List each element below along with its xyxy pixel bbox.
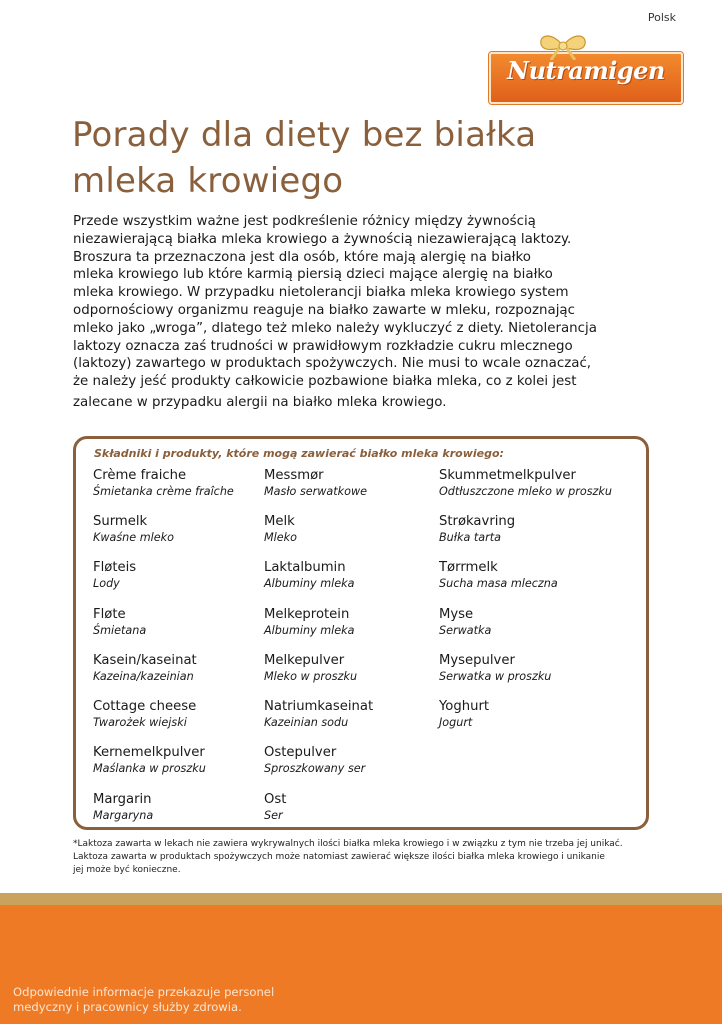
ingredient-translation: Serwatka w proszku [439, 670, 552, 683]
intro-line: mleko jako „wroga”, dlatego też mleko należy wykluczyć z diety. Nietolerancja [73, 320, 597, 336]
ingredient-item [439, 699, 489, 729]
intro-paragraph [73, 213, 633, 412]
title-line: mleka krowiego [72, 161, 344, 201]
ingredient-translation: Bułka tarta [439, 531, 501, 544]
ingredient-item [439, 560, 558, 590]
ingredient-name: Mysepulver [439, 653, 515, 668]
ingredient-item [264, 468, 367, 498]
ingredient-name: Melk [264, 514, 295, 529]
ingredients-box [73, 436, 649, 830]
intro-line: laktozy oznacza zaś trudności w prawidłowym rozkładzie cukru mlecznego [73, 338, 573, 354]
ingredient-name: Fløte [93, 607, 126, 622]
intro-line: (laktozy) zawartego w produktach spożywczych. Nie musi to wcale oznaczać, [73, 356, 592, 372]
ingredient-translation: Kwaśne mleko [93, 531, 174, 544]
ingredient-name: Margarin [93, 792, 152, 807]
ingredient-name: Melkepulver [264, 653, 345, 668]
ingredient-translation: Maślanka w proszku [93, 762, 206, 775]
ingredient-name: Kernemelkpulver [93, 745, 205, 760]
intro-line: mleka krowiego lub które karmią piersią dzieci mające alergię na białko [73, 267, 553, 283]
ingredient-item [264, 699, 373, 729]
ingredient-item [93, 514, 174, 544]
ingredient-item [264, 560, 354, 590]
ingredient-item [93, 607, 146, 637]
ingredient-name: Crème fraiche [93, 468, 187, 483]
intro-line: odpornościowy organizmu reaguje na białko zawarte w mleku, rozpoznając [73, 302, 576, 318]
ingredient-translation: Kazeinian sodu [264, 716, 349, 729]
footnote-line: jej może być konieczne. [73, 865, 181, 875]
intro-line: Broszura ta przeznaczona jest dla osób, które mają alergię na białko [73, 249, 531, 265]
language-label: Polsk [647, 11, 676, 24]
ingredient-name: Fløteis [93, 560, 137, 575]
ingredient-translation: Mleko w proszku [264, 670, 358, 683]
intro-line: Przede wszystkim ważne jest podkreślenie różnicy między żywnością [73, 214, 536, 229]
ingredient-name: Myse [439, 607, 474, 622]
ingredient-name: Melkeprotein [264, 607, 350, 622]
ingredient-item [264, 607, 354, 637]
ingredient-item [93, 699, 196, 729]
intro-line: że należy jeść produkty całkowicie pozbawione białka mleka, co z kolei jest [73, 374, 577, 390]
footer-line: medyczny i pracownicy służby zdrowia. [13, 1000, 242, 1014]
ingredient-name: Laktalbumin [264, 560, 346, 575]
ingredient-translation: Śmietanka crème fraîche [93, 485, 234, 498]
ingredient-translation: Mleko [264, 531, 297, 544]
footer-line: Odpowiednie informacje przekazuje personel [13, 985, 275, 999]
ingredient-item [264, 514, 297, 544]
ingredient-translation: Jogurt [439, 716, 473, 729]
ingredient-name: Natriumkaseinat [264, 699, 374, 714]
ingredient-translation: Sucha masa mleczna [439, 577, 558, 590]
ingredient-item [439, 468, 612, 498]
ingredient-name: Skummetmelkpulver [439, 468, 576, 483]
ingredient-translation: Sproszkowany ser [264, 762, 366, 775]
ingredient-translation: Masło serwatkowe [264, 485, 368, 498]
intro-line: mleka krowiego. W przypadku nietolerancji białka mleka krowiego system [73, 285, 569, 301]
ingredient-item [93, 792, 153, 822]
ingredients-title: Składniki i produkty, które mogą zawierać białko mleka krowiego: [94, 447, 504, 460]
nutramigen-logo [489, 38, 683, 104]
ingredient-item [93, 468, 234, 498]
title-line: Porady dla diety bez białka [72, 115, 537, 155]
ingredient-name: Surmelk [93, 514, 148, 529]
ingredient-item [439, 514, 515, 544]
ingredient-item [93, 560, 136, 590]
ingredient-translation: Twarożek wiejski [93, 716, 187, 729]
ingredient-translation: Lody [93, 577, 120, 590]
ingredient-name: Ost [264, 792, 287, 807]
footnote-line: Laktoza zawarta w produktach spożywczych może natomiast zawierać większe ilości białka mleka krowiego i unikanie [73, 852, 605, 862]
ingredient-name: Tørrmelk [439, 560, 498, 575]
ingredient-name: Yoghurt [439, 699, 490, 714]
ingredient-item [93, 653, 197, 683]
footer-stripe [0, 893, 722, 905]
ingredient-item [93, 745, 206, 775]
ingredient-item [264, 653, 357, 683]
intro-line: zalecane w przypadku alergii na białko mleka krowiego. [73, 394, 447, 410]
ingredient-translation: Śmietana [93, 624, 147, 637]
ingredient-name: Ostepulver [264, 745, 337, 760]
ingredient-name: Messmør [264, 468, 324, 483]
ingredient-translation: Margaryna [93, 809, 154, 822]
footer-band [0, 905, 722, 1024]
ingredient-translation: Albuminy mleka [264, 577, 355, 590]
ingredient-item [439, 607, 491, 637]
ingredient-translation: Odtłuszczone mleko w proszku [439, 485, 612, 498]
ingredient-item [439, 653, 551, 683]
page-title [72, 112, 672, 204]
logo-brand-text: Nutramigen [507, 56, 665, 85]
ingredient-translation: Kazeina/kazeinian [93, 670, 194, 683]
footnote [73, 838, 683, 877]
footnote-line: *Laktoza zawarta w lekach nie zawiera wykrywalnych ilości białka mleka krowiego i w związku z tym nie trzeba jej unikać. [73, 839, 623, 849]
ingredient-item [264, 792, 286, 822]
intro-line: niezawierającą białka mleka krowiego a żywnością niezawierającą laktozy. [73, 231, 572, 247]
ingredient-name: Strøkavring [439, 514, 516, 529]
ingredient-translation: Albuminy mleka [264, 624, 355, 637]
ingredient-translation: Ser [264, 809, 283, 822]
footer-text [13, 985, 333, 1015]
ingredient-name: Kasein/kaseinat [93, 653, 197, 668]
ingredient-translation: Serwatka [439, 624, 492, 637]
ingredient-item [264, 745, 365, 775]
ingredient-name: Cottage cheese [93, 699, 197, 714]
